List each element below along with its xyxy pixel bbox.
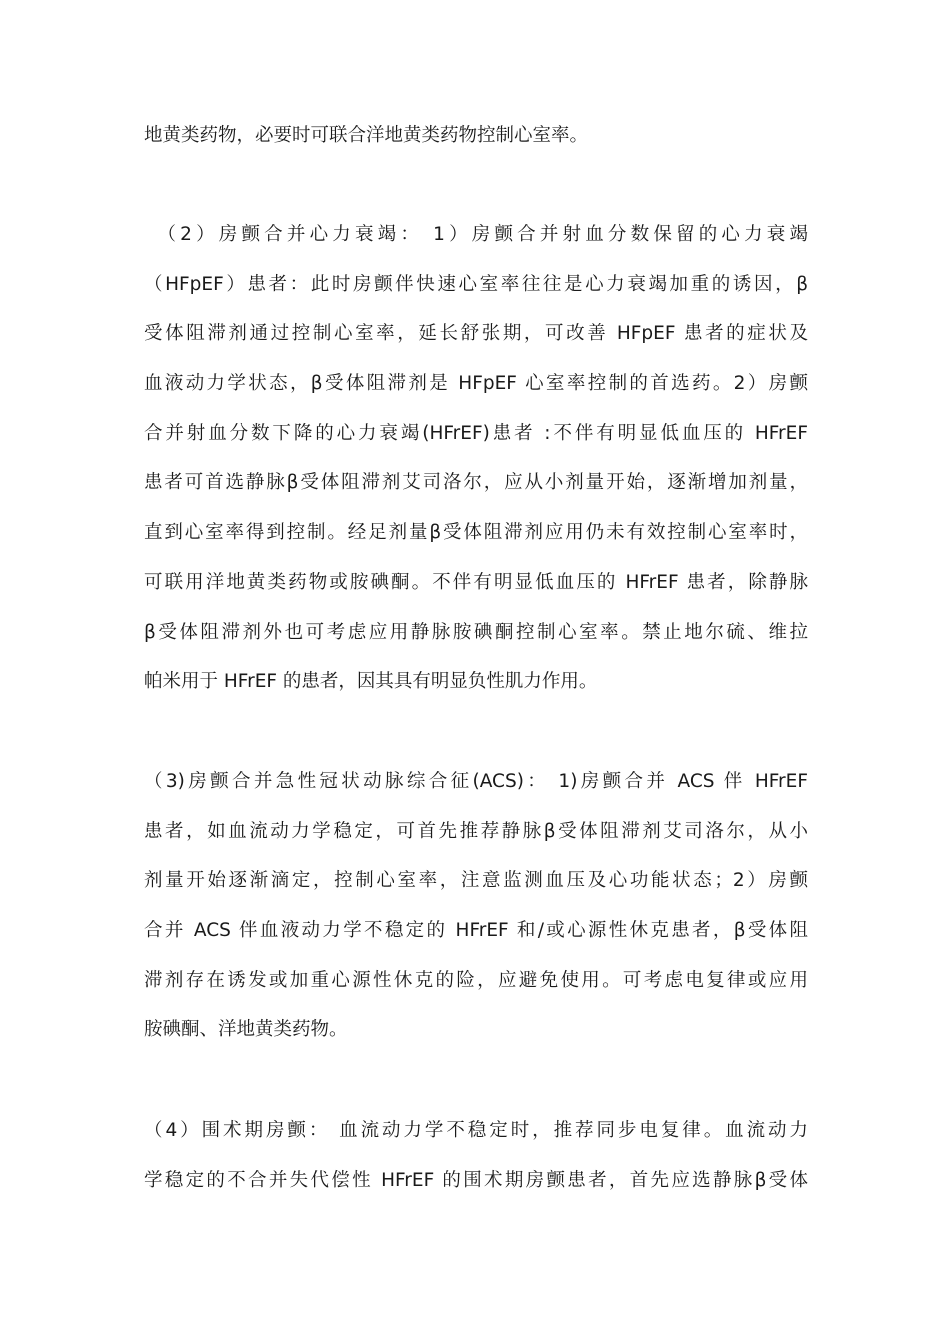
text-line: 可联用洋地黄类药物或胺碘酮。不伴有明显低血压的 HFrEF 患者，除静脉	[144, 571, 808, 593]
text-line: 患者，如血流动力学稳定，可首先推荐静脉β受体阻滞剂艾司洛尔，从小	[144, 820, 808, 842]
text-line: 滞剂存在诱发或加重心源性休克的险，应避免使用。可考虑电复律或应用	[144, 969, 808, 991]
text-line: 剂量开始逐渐滴定，控制心室率，注意监测血压及心功能状态；2）房颤	[144, 870, 808, 892]
text-line: 患者可首选静脉β受体阻滞剂艾司洛尔，应从小剂量开始，逐渐增加剂量，	[144, 472, 808, 494]
paragraph-4-perioperative	[144, 1106, 808, 1205]
text-line: 血液动力学状态，β受体阻滞剂是 HFpEF 心室率控制的首选药。2）房颤	[144, 373, 808, 395]
text-line: （3)房颤合并急性冠状动脉综合征(ACS)： 1)房颤合并 ACS 伴 HFrEF	[144, 771, 808, 792]
text-line: 合并射血分数下降的心力衰竭(HFrEF)患者 :不伴有明显低血压的 HFrEF	[144, 422, 808, 444]
paragraph-1-continuation	[144, 111, 808, 161]
text-line: 胺碘酮、洋地黄类药物。	[144, 1019, 348, 1041]
paragraph-3-acs	[144, 757, 808, 1055]
text-line: 地黄类药物，必要时可联合洋地黄类药物控制心室率。	[144, 125, 589, 146]
text-line: β受体阻滞剂外也可考虑应用静脉胺碘酮控制心室率。禁止地尔硫、维拉	[144, 621, 808, 643]
text-line: 帕米用于 HFrEF 的患者，因其具有明显负性肌力作用。	[144, 671, 598, 693]
text-line: 学稳定的不合并失代偿性 HFrEF 的围术期房颤患者，首先应选静脉β受体	[144, 1169, 808, 1191]
paragraph-2-heart-failure	[144, 210, 808, 707]
text-line: 合并 ACS 伴血液动力学不稳定的 HFrEF 和/或心源性休克患者，β受体阻	[144, 920, 808, 942]
text-line: （2）房颤合并心力衰竭： 1）房颤合并射血分数保留的心力衰竭	[144, 224, 808, 245]
text-line: 直到心室率得到控制。经足剂量β受体阻滞剂应用仍未有效控制心室率时，	[144, 522, 808, 544]
text-line: （4）围术期房颤： 血流动力学不稳定时，推荐同步电复律。血流动力	[144, 1120, 808, 1141]
text-line: 受体阻滞剂通过控制心室率，延长舒张期，可改善 HFpEF 患者的症状及	[144, 323, 808, 345]
text-line: （HFpEF）患者：此时房颤伴快速心室率往往是心力衰竭加重的诱因，β	[144, 273, 808, 295]
